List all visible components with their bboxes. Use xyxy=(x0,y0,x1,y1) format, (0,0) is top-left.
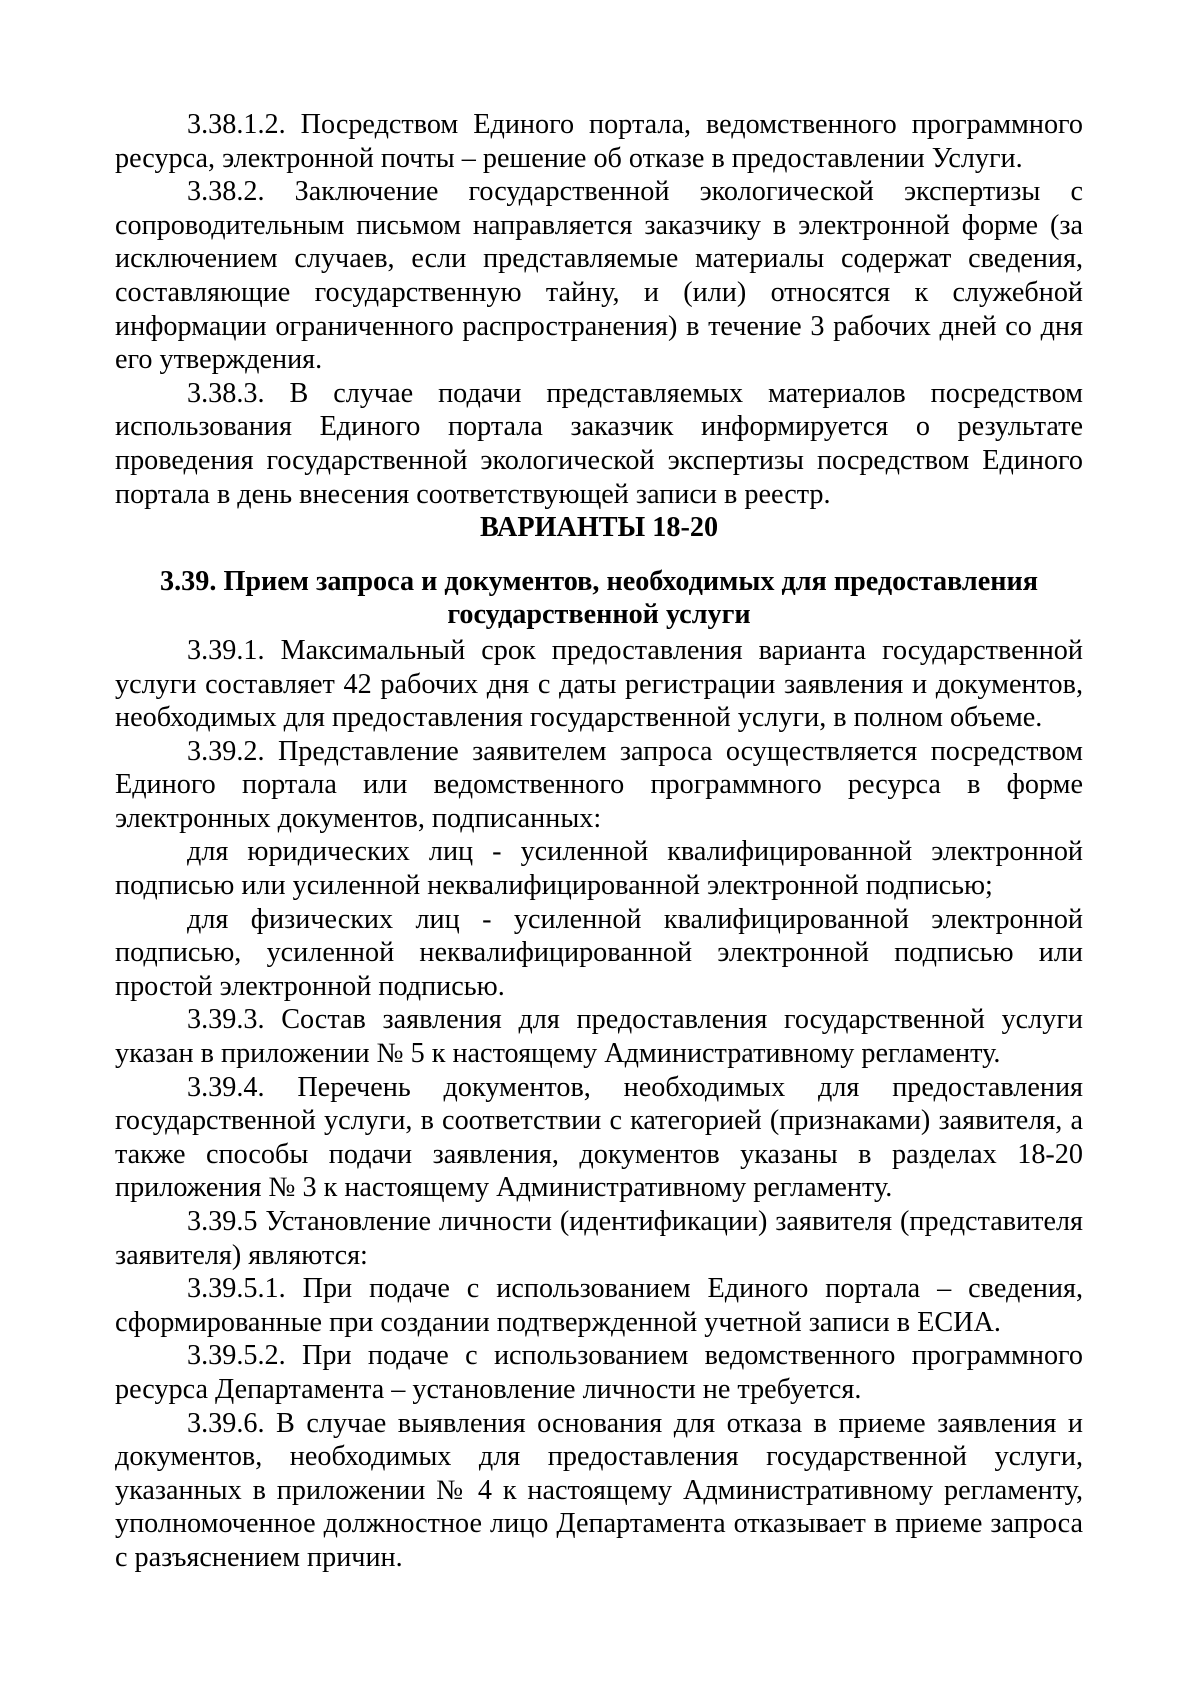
paragraph-3-38-3: 3.38.3. В случае подачи представляемых материалов посредством использования Единого портала заказчик информируется о результате проведения государственной экологической экспертизы посредством Единого портала в день внесения соответствующей записи в реестр. xyxy=(115,377,1083,510)
paragraph-3-39-5-2: 3.39.5.2. При подаче с использованием ведомственного программного ресурса Департамента – установление личности не требуется. xyxy=(115,1340,1083,1405)
section-title xyxy=(115,565,1083,632)
section-title-line-2: государственной услуги xyxy=(447,599,751,631)
paragraph-3-39-6: 3.39.6. В случае выявления основания для отказа в приеме заявления и документов, необходимых для предоставления государственной услуги, указанных в приложении № 4 к настоящему Административному регламенту, уполномоченное должностное лицо Департамента отказывает в приеме запроса с разъяснением причин. xyxy=(115,1407,1083,1573)
paragraph-3-39-4: 3.39.4. Перечень документов, необходимых для предоставления государственной услуги, в соответствии с категорией (признаками) заявителя, а также способы подачи заявления, документов указаны в разделах 18-20 приложения № 3 к настоящему Административному регламенту. xyxy=(115,1071,1083,1204)
paragraph-3-38-2: 3.38.2. Заключение государственной экологической экспертизы с сопроводительным письмом направляется заказчику в электронной форме (за исключением случаев, если представляемые материалы содержат сведения, составляющие государственную тайну, и (или) относятся к служебной информации ограниченного распространения) в течение 3 рабочих дней со дня его утверждения. xyxy=(115,176,1083,376)
document-page xyxy=(115,108,1083,1575)
paragraph-individuals: для физических лиц - усиленной квалифицированной электронной подписью, усиленной неквалифицированной электронной подписью или простой электронной подписью. xyxy=(115,903,1083,1002)
paragraph-3-39-5: 3.39.5 Установление личности (идентификации) заявителя (представителя заявителя) являются: xyxy=(115,1206,1083,1271)
paragraph-3-38-1-2: 3.38.1.2. Посредством Единого портала, ведомственного программного ресурса, электронной почты – решение об отказе в предоставлении Услуги. xyxy=(115,109,1083,174)
paragraph-3-39-5-1: 3.39.5.1. При подаче с использованием Единого портала – сведения, сформированные при создании подтвержденной учетной записи в ЕСИА. xyxy=(115,1273,1083,1338)
paragraph-3-39-2: 3.39.2. Представление заявителем запроса осуществляется посредством Единого портала или ведомственного программного ресурса в форме электронных документов, подписанных: xyxy=(115,735,1083,834)
variants-heading: ВАРИАНТЫ 18-20 xyxy=(479,512,719,544)
paragraph-legal-entities: для юридических лиц - усиленной квалифицированной электронной подписью или усиленной неквалифицированной электронной подписью; xyxy=(115,836,1083,902)
paragraph-3-39-3: 3.39.3. Состав заявления для предоставления государственной услуги указан в приложении № 5 к настоящему Административному регламенту. xyxy=(115,1004,1083,1070)
paragraph-3-39-1: 3.39.1. Максимальный срок предоставления варианта государственной услуги составляет 42 рабочих дня с даты регистрации заявления и документов, необходимых для предоставления государственной услуги, в полном объеме. xyxy=(115,634,1083,734)
section-title-line-1: 3.39. Прием запроса и документов, необходимых для предоставления xyxy=(160,565,1038,597)
